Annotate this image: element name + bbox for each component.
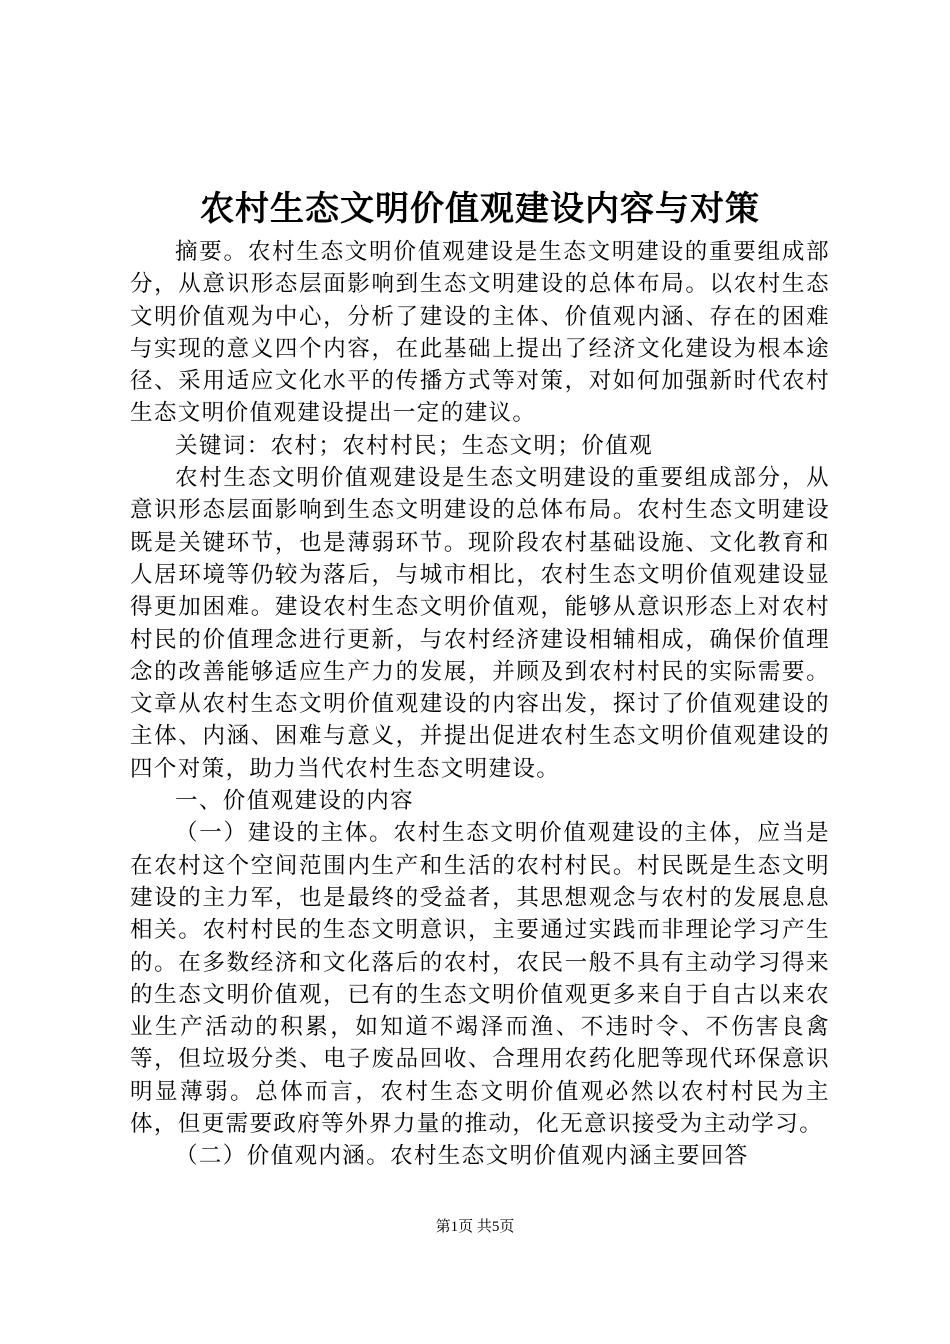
document-title: 农村生态文明价值观建设内容与对策 (200, 189, 760, 229)
subsection-2-paragraph: （二）价值观内涵。农村生态文明价值观内涵主要回答 (175, 1143, 749, 1170)
document-body (130, 236, 830, 1173)
section-heading: 一、价值观建设的内容 (175, 788, 415, 815)
keywords-paragraph: 关键词：农村；农村村民；生态文明；价值观 (175, 432, 654, 459)
subsection-1-paragraph: （一）建设的主体。农村生态文明价值观建设的主体，应当是在农村这个空间范围内生产和生活的农村村民。村民既是生态文明建设的主力军，也是最终的受益者，其思想观念与农村的发展息息相关。农村村民的生态文明意识，主要通过实践而非理论学习产生的。在多数经济和文化落后的农村，农民一般不具有主动学习得来的生态文明价值观，已有的生态文明价值观更多来自于自古以来农业生产活动的积累，如知道不竭泽而渔、不违时令、不伤害良禽等，但垃圾分类、电子废品回收、合理用农药化肥等现代环保意识明显薄弱。总体而言，农村生态文明价值观必然以农村村民为主体，但更需要政府等外界力量的推动，化无意识接受为主动学习。 (130, 820, 830, 1138)
abstract-paragraph: 摘要。农村生态文明价值观建设是生态文明建设的重要组成部分，从意识形态层面影响到生态文明建设的总体布局。以农村生态文明价值观为中心，分析了建设的主体、价值观内涵、存在的困难与实现的意义四个内容，在此基础上提出了经济文化建设为根本途径、采用适应文化水平的传播方式等对策，对如何加强新时代农村生态文明价值观建设提出一定的建议。 (130, 239, 830, 427)
intro-paragraph: 农村生态文明价值观建设是生态文明建设的重要组成部分，从意识形态层面影响到生态文明建设的总体布局。农村生态文明建设既是关键环节，也是薄弱环节。现阶段农村基础设施、文化教育和人居环境等仍较为落后，与城市相比，农村生态文明价值观建设显得更加困难。建设农村生态文明价值观，能够从意识形态上对农村村民的价值理念进行更新，与农村经济建设相辅相成，确保价值理念的改善能够适应生产力的发展，并顾及到农村村民的实际需要。文章从农村生态文明价值观建设的内容出发，探讨了价值观建设的主体、内涵、困难与意义，并提出促进农村生态文明价值观建设的四个对策，助力当代农村生态文明建设。 (130, 465, 830, 782)
page-footer: 第1页 共5页 (435, 1219, 515, 1235)
